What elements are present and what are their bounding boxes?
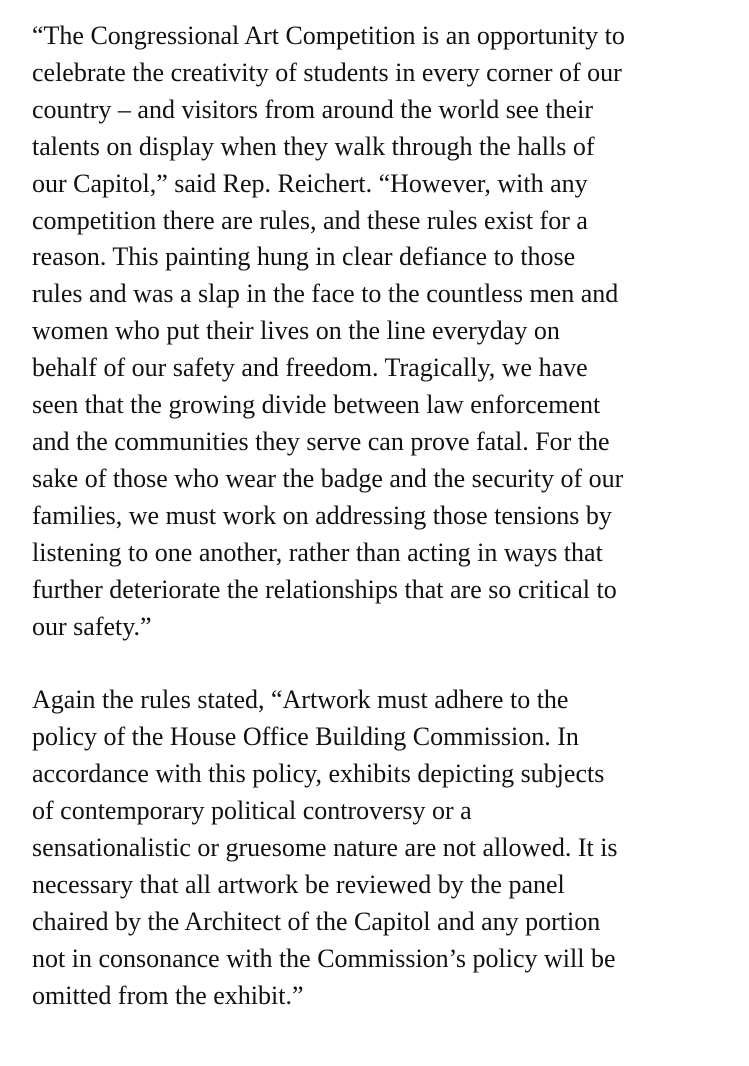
text-line: Again the rules stated, “Artwork must adhere to the — [32, 685, 569, 715]
text-line: women who put their lives on the line everyday on — [32, 316, 560, 346]
text-line: and the communities they serve can prove fatal. For the — [32, 426, 610, 456]
text-line: our Capitol,” said Rep. Reichert. “However, with any — [32, 168, 588, 198]
text-line: omitted from the exhibit.” — [32, 980, 304, 1010]
text-line: rules and was a slap in the face to the countless men and — [32, 279, 619, 309]
text-line: “The Congressional Art Competition is an opportunity to — [32, 21, 625, 50]
paragraph-rules-statement — [32, 682, 732, 1014]
text-line: sake of those who wear the badge and the security of our — [32, 463, 624, 493]
text-line: behalf of our safety and freedom. Tragically, we have — [32, 353, 588, 383]
text-line: of contemporary political controversy or a — [32, 796, 472, 826]
text-line: our safety.” — [32, 611, 152, 641]
text-line: not in consonance with the Commission’s policy will be — [32, 943, 616, 973]
text-line: necessary that all artwork be reviewed by the panel — [32, 869, 565, 899]
text-line: country – and visitors from around the world see their — [32, 94, 594, 124]
paragraph-spacer — [32, 645, 732, 682]
text-line: policy of the House Office Building Commission. In — [32, 722, 579, 752]
text-line: further deteriorate the relationships that are so critical to — [32, 574, 617, 604]
paragraph-reichert-quote — [32, 18, 732, 645]
text-line: listening to one another, rather than acting in ways that — [32, 537, 603, 567]
text-line: seen that the growing divide between law enforcement — [32, 390, 601, 420]
text-line: families, we must work on addressing those tensions by — [32, 500, 612, 530]
text-line: competition there are rules, and these rules exist for a — [32, 205, 588, 235]
text-line: talents on display when they walk through the halls of — [32, 131, 595, 161]
text-line: chaired by the Architect of the Capitol and any portion — [32, 906, 601, 936]
text-line: sensationalistic or gruesome nature are not allowed. It is — [32, 832, 618, 862]
document-body — [32, 18, 732, 1014]
text-line: accordance with this policy, exhibits depicting subjects — [32, 759, 605, 789]
text-line: reason. This painting hung in clear defiance to those — [32, 242, 576, 272]
text-line: celebrate the creativity of students in every corner of our — [32, 57, 622, 87]
